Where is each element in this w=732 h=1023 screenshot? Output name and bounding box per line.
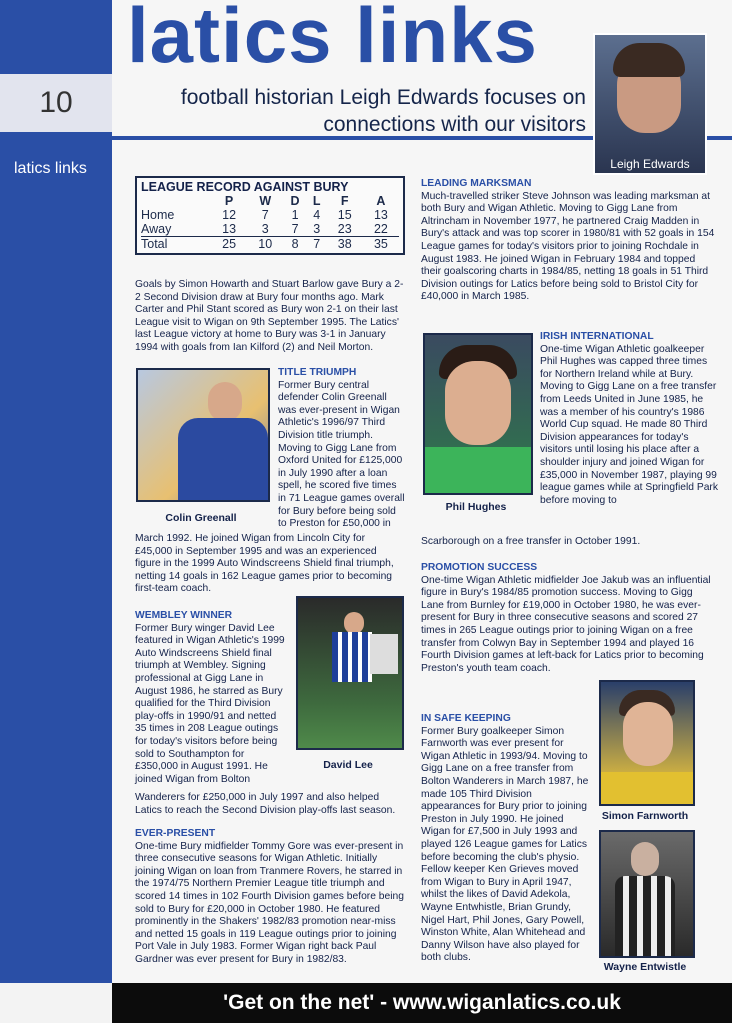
jacket-image: [178, 418, 268, 502]
table-cell: 1: [291, 208, 299, 222]
page-subtitle: football historian Leigh Edwards focuses on connections with our visitors: [180, 86, 586, 136]
author-photo: [593, 33, 707, 175]
page-title: latics links: [127, 0, 538, 79]
league-record-table: [135, 176, 405, 255]
shirt-image: [332, 632, 372, 682]
table-cell: 3: [313, 222, 321, 236]
leading-marksman-text: Much-travelled striker Steve Johnson was leading marksman at both Bury and Wigan Athletic. Moving to Gigg Lane from Altrincham in November 1977, he partnered Craig Madden in Bury's attack and was top scorer in 1980/81 with 52 goals in 154 League games for today's visitors prior to joining Rochdale in August 1983. He joined Wigan in February 1984 and topped their goalscoring charts in 1984/85, netting 18 goals in 51 Third Division outings for Latics before being sold to Bristol City for £40,000 in March 1985.: [421, 190, 715, 303]
shirt-image: [601, 772, 693, 806]
safe-keeping-article: [421, 713, 593, 965]
ever-present-heading: EVER-PRESENT: [135, 828, 216, 839]
leading-marksman-article: [421, 178, 717, 304]
promotion-success-heading: PROMOTION SUCCESS: [421, 562, 538, 573]
david-lee-photo: [296, 596, 404, 750]
table-cell: 3: [261, 222, 269, 236]
face-image: [344, 612, 364, 634]
table-cell: 25: [211, 237, 247, 252]
promotion-success-article: [421, 562, 717, 675]
title-triumph-continued: [135, 533, 405, 596]
header-cell: A: [376, 194, 386, 208]
table-cell: 22: [373, 222, 388, 236]
table-cell: 8: [283, 237, 306, 252]
table-cell: 38: [327, 237, 363, 252]
section-label: latics links: [14, 160, 87, 177]
page-number: 10: [0, 74, 112, 132]
wayne-entwistle-photo: [599, 830, 695, 958]
table-cell: 7: [291, 222, 299, 236]
wembley-continued: [135, 792, 405, 817]
title-triumph-text: Former Bury central defender Colin Greenall was ever-present in Wigan Athletic's 1996/97 Third Division title triumph. Moving to Gigg Lane from Oxford United for £125,000 in July 1990 after a loan spell, he scored five times in 71 League games overall for Bury before being sold to Preston for £50,000 in: [278, 379, 405, 530]
table-cell: 10: [247, 237, 283, 252]
table-cell: 7: [307, 237, 327, 252]
wembley-text-continued: Wanderers for £250,000 in July 1997 and also helped Latics to reach the Second Division play-offs last season.: [135, 792, 396, 816]
simon-farnworth-photo: [599, 680, 695, 806]
face-image: [445, 361, 511, 445]
ever-present-text: One-time Bury midfielder Tommy Gore was ever-present in three consecutive seasons for Wigan Athletic. Initially joining Wigan on loan from Tranmere Rovers, he starred in the 1974/75 Northern Premier League title triumph and scored 14 times in 102 Fourth Division games before being sold to Bury for £20,000 in October 1980. He featured prominently in the Shakers' 1982/83 promotion near-miss and netted 15 goals in 119 League outings prior to joining Port Vale in July 1983. Former Wigan right back Paul Gardner was ever present for Bury in 1982/83.: [135, 840, 405, 965]
table-cell: 13: [373, 208, 388, 222]
table-cell: Away: [141, 222, 172, 236]
table-cell: 12: [222, 208, 237, 222]
simon-farnworth-caption: Simon Farnworth: [601, 810, 689, 822]
league-record-title: LEAGUE RECORD AGAINST BURY: [141, 180, 349, 194]
author-caption: Leigh Edwards: [610, 157, 690, 171]
colin-greenall-photo: [136, 368, 270, 502]
safe-keeping-heading: IN SAFE KEEPING: [421, 713, 511, 724]
phil-hughes-photo: [423, 333, 533, 495]
table-row: [141, 237, 399, 252]
table-cell: Home: [141, 208, 175, 222]
wembley-article: [135, 610, 287, 786]
table-cell: 7: [261, 208, 269, 222]
ever-present-article: [135, 828, 405, 967]
wembley-text: Former Bury winger David Lee featured in Wigan Athletic's 1999 Auto Windscreens Shield final triumph at Wembley. Signing professional at Gigg Lane in August 1986, he starred as Bury qualified for the Third Division play-offs in 1990/91 and netted 35 times in 208 League outings for today's visitors before being sold to Southampton for £350,000 in August 1991. He joined Wigan from Bolton: [135, 622, 285, 785]
irish-international-heading: IRISH INTERNATIONAL: [540, 331, 654, 342]
table-header-row: [141, 194, 399, 208]
table-cell: 35: [363, 237, 399, 252]
advert-board-image: [370, 634, 398, 674]
footer-banner: 'Get on the net' - www.wiganlatics.co.uk: [112, 983, 732, 1023]
colin-greenall-caption: Colin Greenall: [165, 512, 237, 524]
title-triumph-heading: TITLE TRIUMPH: [278, 367, 357, 378]
face-image: [631, 842, 659, 876]
table-cell: 13: [222, 222, 237, 236]
shirt-image: [425, 447, 531, 495]
irish-international-article: [540, 331, 718, 507]
title-triumph-article: [278, 367, 406, 531]
hair-image: [613, 43, 685, 77]
irish-international-text: One-time Wigan Athletic goalkeeper Phil Hughes was capped three times for Northern Ireland while at Bury. Moving to Gigg Lane on a free transfer from Leeds United in June 1985, he was a member of his country's 1986 World Cup squad. He made 80 Third Division appearances for today's visitors until losing his place after a shoulder injury and joined Wigan for £35,000 in November 1987, playing 99 league games while at Springfield Park before moving to: [540, 343, 719, 506]
phil-hughes-caption: Phil Hughes: [445, 501, 507, 513]
table-cell: 23: [337, 222, 352, 236]
table-row: [141, 222, 399, 237]
header-cell: F: [340, 194, 349, 208]
intro-article: [135, 279, 405, 355]
leading-marksman-heading: LEADING MARKSMAN: [421, 178, 532, 189]
sidebar: [0, 0, 112, 983]
intro-text: Goals by Simon Howarth and Stuart Barlow gave Bury a 2-2 Second Division draw at Bury four months ago. Mark Carter and Phil Stant scored as Bury won 2-1 on their last League visit to Wigan on 9th September 1995. The Latics' last League victory at home to Bury was 3-1 in January 1994 with goals from Ian Kilford (2) and Neil Morton.: [135, 279, 404, 353]
table-cell: 15: [337, 208, 352, 222]
header-cell: W: [259, 194, 272, 208]
title-triumph-text-continued: March 1992. He joined Wigan from Lincoln City for £45,000 in September 1995 and was an experienced figure in the 1999 Auto Windscreens Shield final triumph, netting 14 goals in 162 League games prior to becoming first-team coach.: [135, 533, 394, 595]
wayne-entwistle-caption: Wayne Entwistle: [603, 961, 687, 973]
table-row: [141, 208, 399, 222]
wembley-heading: WEMBLEY WINNER: [135, 610, 233, 621]
face-image: [623, 702, 673, 766]
safe-keeping-text: Former Bury goalkeeper Simon Farnworth was ever present for Wigan Athletic in 1993/94. Moving to Gigg Lane on a free transfer from Bolton Wanderers in March 1987, he made 105 Third Division appearances for Bury prior to joining Preston in July 1990. He joined Wigan for £7,500 in July 1993 and played 126 League games for Latics before becoming the club's physio. Fellow keeper Ken Grieves moved from Wigan to Bury in April 1947, whilst the likes of David Adekola, Wayne Entwhistle, Brian Grundy, Nigel Hart, Phil Jones, Gary Powell, Winston White, Alan Whitehead and Danny Wilson have also played for both clubs.: [421, 725, 589, 964]
header-cell: D: [290, 194, 300, 208]
face-image: [208, 382, 242, 422]
promotion-success-text: One-time Wigan Athletic midfielder Joe Jakub was an influential figure in Bury's 1984/85 promotion success. Moving to Gigg Lane from Burnley for £19,000 in October 1980, he was ever-present for Bury in three consecutive seasons and scored 27 times in 265 League outings prior to joining Wigan on a free transfer from Colwyn Bay in September 1994 and played 16 Fourth Division games at left-back for Latics prior to becoming Preston's youth team coach.: [421, 574, 711, 674]
table-cell: 4: [313, 208, 321, 222]
header-cell: L: [312, 194, 321, 208]
header-cell: [141, 194, 211, 208]
shirt-image: [615, 876, 675, 958]
table-cell: Total: [141, 237, 211, 252]
irish-international-continued: [421, 536, 717, 549]
header-cell: P: [224, 194, 234, 208]
david-lee-caption: David Lee: [323, 759, 373, 771]
irish-international-text-continued: Scarborough on a free transfer in October 1991.: [421, 536, 641, 547]
